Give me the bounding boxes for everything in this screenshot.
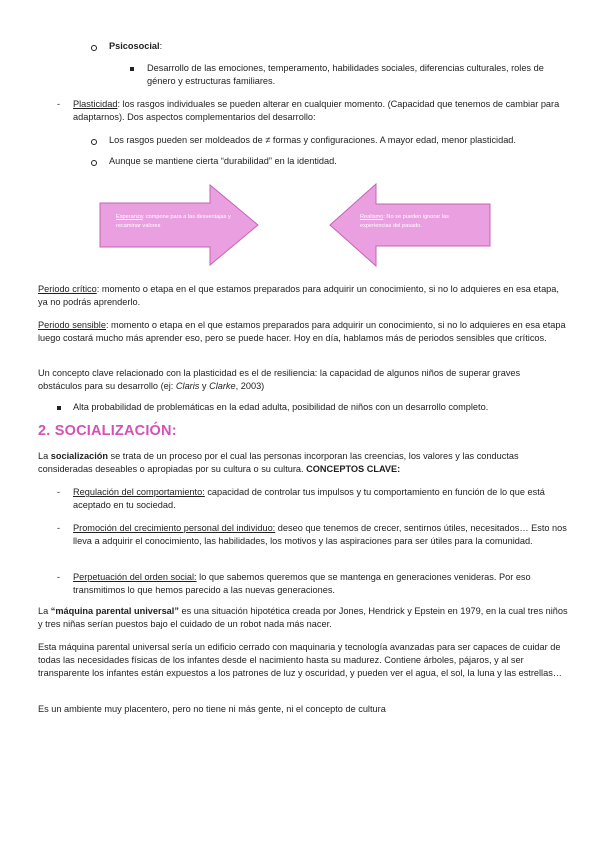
- circle-bullet-icon: [91, 45, 97, 51]
- realismo-text: : No se pueden ignorar las experiencias del pasado.: [360, 214, 449, 229]
- psicosocial-title: Psicosocial: [109, 41, 160, 51]
- esperanza-label: [116, 213, 238, 231]
- periodo-critico-text: : momento o etapa en el que estamos preparados para adquirir un conocimiento, si no lo adquieres en esa etapa, ya no podrás aprenderlo.: [38, 284, 559, 307]
- plasticidad-term: Plasticidad: [73, 99, 118, 109]
- section-heading-socializacion: 2. SOCIALIZACIÓN:: [38, 423, 177, 439]
- dash-bullet: -: [57, 572, 61, 582]
- plasticidad-item-2: Aunque se mantiene cierta “durabilidad” en la identidad.: [109, 156, 337, 166]
- maquina-description: Esta máquina parental universal sería un edificio cerrado con maquinaria y tecnología avanzadas para ser capaces de cuidar de todas las necesidades físicas de los infantes desde el nacimiento hasta su madurez. Contiene árboles, pájaros, y al ser transparente los infantes están expuestos a los patrones de luz y oscuridad, y pueden ver el agua, el sol, la luna y las estrellas…: [38, 642, 562, 678]
- square-bullet-icon: [130, 67, 134, 71]
- realismo-term: Realismo: [360, 214, 384, 220]
- maquina-term: “máquina parental universal”: [50, 606, 179, 616]
- concept-text: lo que sabemos queremos que se mantenga en generaciones venideras. Por eso transmitimos lo que hemos parecido a las nuevas generaciones.: [73, 572, 531, 595]
- maquina-paragraph: [38, 605, 572, 631]
- psicosocial-detail: Desarrollo de las emociones, temperamento, habilidades sociales, diferencias culturales, roles de género y estructuras familiares.: [147, 63, 544, 86]
- concept-promocion: [73, 522, 567, 548]
- concept-term: Perpetuación del orden social:: [73, 572, 197, 582]
- periodo-sensible-paragraph: [38, 319, 566, 345]
- concept-text: deseo que tenemos de crecer, sentirnos útiles, necesitados… Esto nos lleva a adquirir el conocimiento, las habilidades, los motivos y las aspiraciones para ser útiles para la comunidad.: [73, 523, 567, 546]
- author-claris: Claris: [175, 381, 200, 391]
- intro-a: La: [38, 451, 51, 461]
- socializacion-term: socialización: [50, 451, 108, 461]
- periodo-sensible-text: : momento o etapa en el que estamos preparados para adquirir un conocimiento, si no lo adquieres en esa etapa luego costará mucho más aprender eso, pero se puede hacer. Hoy en día, hablamos más de periodos sensibles que críticos.: [38, 320, 566, 343]
- circle-bullet-icon: [91, 160, 97, 166]
- resiliencia-bullet: Alta probabilidad de problemáticas en la edad adulta, posibilidad de niños con un desarrollo completo.: [73, 402, 489, 412]
- dash-bullet: -: [57, 99, 61, 109]
- square-bullet-icon: [57, 406, 61, 410]
- periodo-critico-term: Periodo crítico: [38, 284, 97, 294]
- concept-term: Regulación del comportamiento:: [73, 487, 205, 497]
- psicosocial-heading: [109, 40, 162, 53]
- periodo-sensible-term: Periodo sensible: [38, 320, 106, 330]
- plasticidad-paragraph: [73, 98, 561, 124]
- concept-text: capacidad de controlar tus impulsos y tu comportamiento en función de lo que está aceptado en tu sociedad.: [73, 487, 545, 510]
- socializacion-intro: [38, 450, 566, 476]
- intro-b: se trata de un proceso por el cual las personas incorporan las creencias, los valores y las conductas consideradas deseables o apropiadas por su cultura o su cultura.: [38, 451, 519, 474]
- periodo-critico-paragraph: [38, 283, 566, 309]
- plasticidad-item-1: Los rasgos pueden ser moldeados de ≠ formas y configuraciones. A mayor edad, menor plasticidad.: [109, 135, 516, 145]
- concept-regulacion: [73, 486, 567, 512]
- esperanza-text: : compone para a las desventajas y recaminar valores: [116, 214, 231, 229]
- esperanza-term: Esperanza: [116, 214, 143, 220]
- plasticidad-text: : los rasgos individuales se pueden alterar en cualquier momento. (Capacidad que tenemos de cambiar para adaptarnos). Dos aspectos complementarios del desarrollo:: [73, 99, 560, 122]
- concept-perpetuacion: [73, 571, 567, 597]
- author-clarke: Clarke: [209, 381, 236, 391]
- citation-year: , 2003): [235, 381, 265, 391]
- dash-bullet: -: [57, 523, 61, 533]
- maquina-b: es una situación hipotética creada por Jones, Hendrick y Epstein en 1979, en la cual tres niños y tres niñas serían puestos bajo el cuidado de un robot nada más nacer.: [38, 606, 568, 629]
- circle-bullet-icon: [91, 139, 97, 145]
- maquina-a: La: [38, 606, 51, 616]
- realismo-label: [360, 213, 476, 231]
- concept-term: Promoción del crecimiento personal del individuo:: [73, 523, 276, 533]
- dash-bullet: -: [57, 487, 61, 497]
- author-connector: y: [199, 381, 210, 391]
- resiliencia-text: Un concepto clave relacionado con la plasticidad es el de resiliencia: la capacidad de algunos niños de superar graves obstáculos para su desarrollo (ej:: [38, 368, 521, 391]
- psicosocial-colon: :: [159, 41, 163, 51]
- conceptos-clave-label: CONCEPTOS CLAVE:: [306, 464, 401, 474]
- resiliencia-paragraph: [38, 367, 566, 393]
- conclusion-paragraph: Es un ambiente muy placentero, pero no tiene ni más gente, ni el concepto de cultura: [38, 704, 386, 714]
